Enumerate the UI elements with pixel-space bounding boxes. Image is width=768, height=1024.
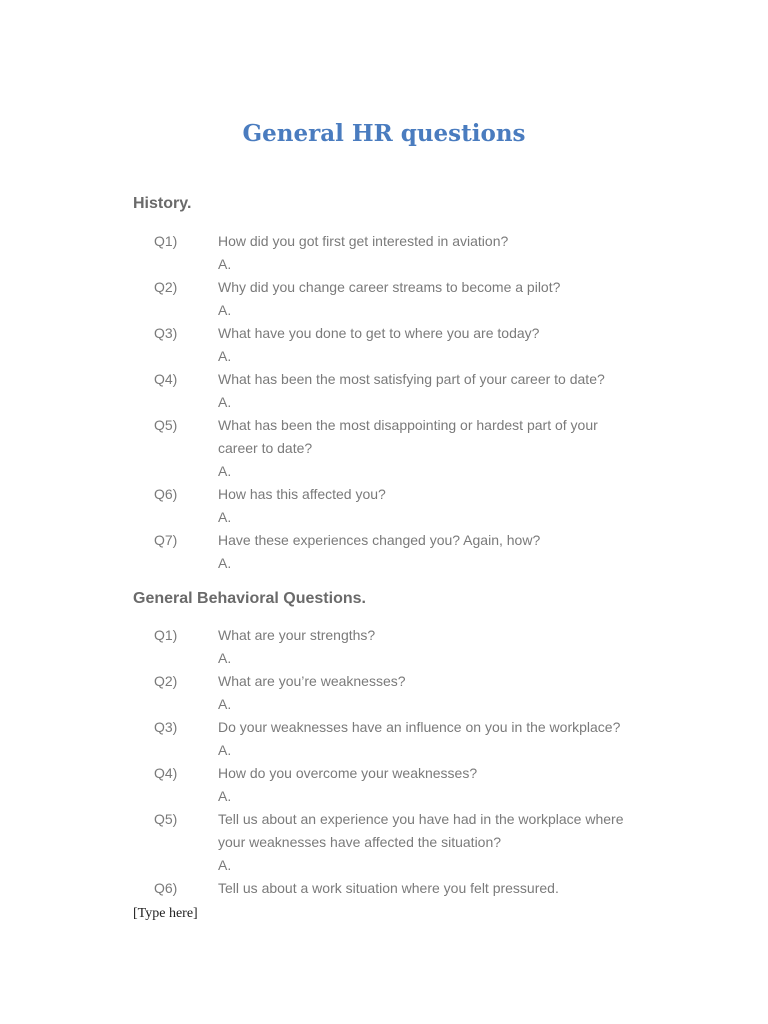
type-here-placeholder[interactable]: [Type here] — [133, 906, 198, 921]
question-text: Do your weaknesses have an influence on you in the workplace? — [218, 719, 621, 735]
question-text: What are your strengths? — [218, 627, 376, 643]
question-number: Q4) — [154, 371, 178, 387]
answer-label: A. — [218, 696, 232, 712]
question-item — [0, 276, 768, 322]
question-text: How did you got first get interested in aviation? — [218, 233, 509, 249]
answer-label: A. — [218, 348, 232, 364]
question-item — [0, 716, 768, 762]
question-text: Have these experiences changed you? Again, how? — [218, 532, 541, 548]
question-number: Q2) — [154, 673, 178, 689]
question-number: Q6) — [154, 486, 178, 502]
question-item — [0, 483, 768, 529]
section-heading-behavioral: General Behavioral Questions. — [133, 590, 366, 607]
question-text: What are you’re weaknesses? — [218, 673, 406, 689]
question-item — [0, 762, 768, 808]
document-title: General HR questions — [242, 120, 526, 147]
question-number: Q5) — [154, 811, 178, 827]
question-item — [0, 322, 768, 368]
answer-label: A. — [218, 256, 232, 272]
answer-label: A. — [218, 509, 232, 525]
history-question-list — [0, 230, 768, 575]
question-item — [0, 368, 768, 414]
question-text: What have you done to get to where you are today? — [218, 325, 540, 341]
question-number: Q1) — [154, 627, 178, 643]
question-number: Q7) — [154, 532, 178, 548]
answer-label: A. — [218, 394, 232, 410]
answer-label: A. — [218, 742, 232, 758]
answer-label: A. — [218, 788, 232, 804]
answer-label: A. — [218, 463, 232, 479]
answer-label: A. — [218, 857, 232, 873]
question-number: Q6) — [154, 880, 178, 896]
behavioral-question-list — [0, 624, 768, 900]
question-number: Q2) — [154, 279, 178, 295]
question-text: Tell us about a work situation where you felt pressured. — [218, 880, 559, 896]
answer-label: A. — [218, 555, 232, 571]
question-text: Why did you change career streams to become a pilot? — [218, 279, 561, 295]
question-text: How has this affected you? — [218, 486, 386, 502]
question-item — [0, 808, 768, 877]
question-item — [0, 529, 768, 575]
question-text: What has been the most satisfying part of your career to date? — [218, 371, 605, 387]
question-text: Tell us about an experience you have had in the workplace where your weaknesses have affected the situation? — [218, 811, 624, 850]
answer-label: A. — [218, 302, 232, 318]
question-text: What has been the most disappointing or hardest part of your career to date? — [218, 417, 598, 456]
question-text: How do you overcome your weaknesses? — [218, 765, 478, 781]
question-item — [0, 670, 768, 716]
question-number: Q1) — [154, 233, 178, 249]
question-number: Q3) — [154, 325, 178, 341]
question-item — [0, 230, 768, 276]
question-item — [0, 877, 768, 900]
section-heading-history: History. — [133, 195, 192, 212]
question-number: Q5) — [154, 417, 178, 433]
question-number: Q4) — [154, 765, 178, 781]
question-item — [0, 624, 768, 670]
question-number: Q3) — [154, 719, 178, 735]
answer-label: A. — [218, 650, 232, 666]
question-item — [0, 414, 768, 483]
